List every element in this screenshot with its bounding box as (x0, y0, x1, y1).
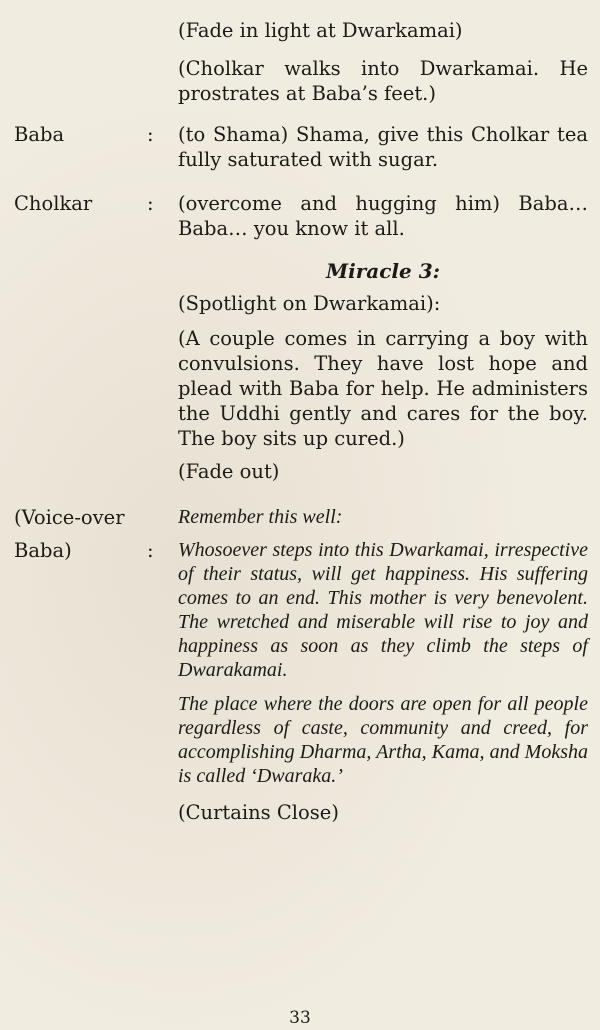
speaker-baba: Baba (14, 123, 65, 146)
stage-direction-curtains: (Curtains Close) (178, 801, 339, 824)
stage-direction-fade-out: (Fade out) (178, 460, 280, 483)
stage-direction-fade-in: (Fade in light at Dwarkamai) (178, 19, 463, 42)
voiceover-paragraph-1: Whosoever steps into this Dwarkamai, irrespective of their status, will get happiness. His suffering comes to an end. This mother is very benevolent. The wretched and miserable will rise to joy and happiness as soon as they climb the steps of Dwarakamai. (178, 539, 588, 681)
voiceover-paragraph-2: The place where the doors are open for all people regardless of caste, community and creed, for accomplishing Dharma, Artha, Kama, and Moksha is called ‘Dwaraka.’ (178, 693, 588, 787)
speaker-colon: : (147, 192, 154, 215)
speaker-voiceover-line1: (Voice-over (14, 506, 125, 529)
stage-direction-couple: (A couple comes in carrying a boy with convulsions. They have lost hope and plead with Baba for help. He administers the Uddhi gently and cares for the boy. The boy sits up cured.) (178, 327, 588, 450)
stage-direction-spotlight: (Spotlight on Dwarkamai): (178, 292, 441, 315)
dialogue-cholkar: (overcome and hugging him) Baba… Baba… you know it all. (178, 192, 588, 240)
page-number: 33 (289, 1008, 311, 1028)
stage-direction-cholkar-enters: (Cholkar walks into Dwarkamai. He prostrates at Baba’s feet.) (178, 57, 588, 105)
speaker-colon: : (147, 123, 154, 146)
voiceover-intro: Remember this well: (178, 506, 343, 528)
miracle-heading: Miracle 3: (326, 259, 440, 283)
speaker-cholkar: Cholkar (14, 192, 93, 215)
speaker-voiceover-line2: Baba) (14, 539, 72, 562)
speaker-colon: : (147, 539, 154, 562)
dialogue-baba: (to Shama) Shama, give this Cholkar tea fully saturated with sugar. (178, 123, 588, 171)
